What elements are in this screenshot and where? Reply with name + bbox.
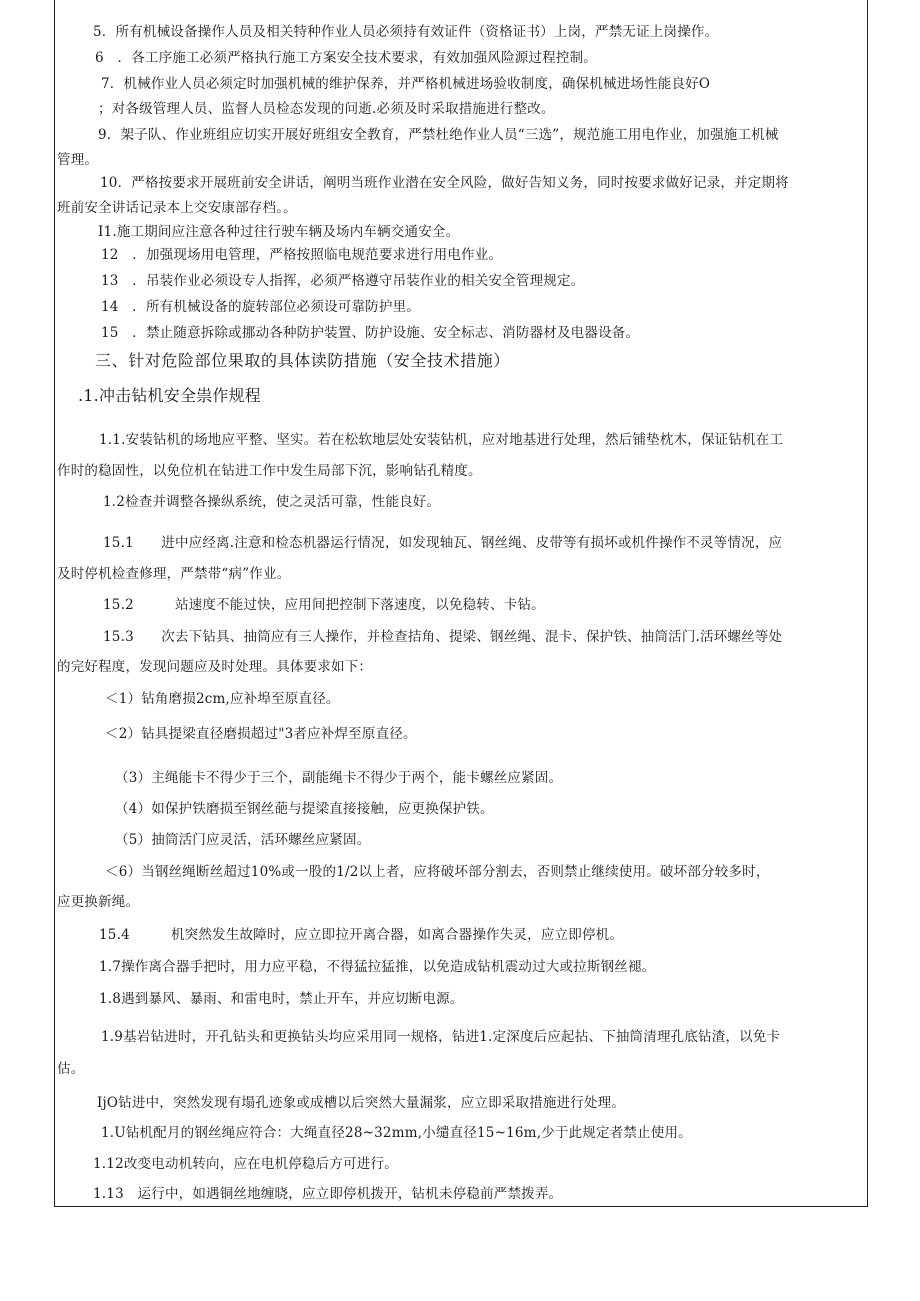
subsection-heading: .1.冲击钻机安全祟作规程: [78, 386, 261, 405]
item-8: ；对各级管理人员、监督人员检态发现的问逝.必须及时采取措施进行整改。: [98, 101, 555, 117]
section-heading: 三、针对危险部位果取的具体读防措施（安全技术措施）: [95, 351, 511, 370]
requirement-3: （3）主绳能卡不得少于三个，副能绳卡不得少于两个，能卡螺丝应紧固。: [115, 770, 563, 786]
rule-1-12: 1.12改变电动机转向，应在电机停稳后方可进行。: [93, 1156, 398, 1172]
item-6: 6 ．各工序施工必须严格执行施工方案安全技术要求，有效加强风险源过程控制。: [95, 50, 597, 66]
rule-15-1-cont: 及时停机检查修理，严禁带“病”作业。: [57, 566, 291, 582]
rule-1-2: 1.2检查并调整各操纵系统，使之灵活可靠，性能良好。: [103, 494, 441, 510]
item-14: 14 ．所有机械设备的旋转部位必须设可靠防护里。: [101, 299, 420, 315]
item-13: 13 ．吊装作业必须设专人指挥，必须严格遵守吊装作业的相关安全管理规定。: [101, 273, 585, 289]
rule-1-1-cont: 作时的稳固性，以免位机在钻进工作中发生局部下沉，影响钻孔精度。: [57, 463, 482, 479]
requirement-1: ＜1）钻角磨损2cm,应补埠至原直径。: [105, 691, 340, 707]
item-10-cont: 班前安全讲话记录本上交安康部存档。。: [57, 200, 297, 216]
item-9-cont: 管理。: [57, 152, 99, 168]
requirement-4: （4）如保护铁磨损至钢丝葩与提梁直接接触，应更换保护铁。: [115, 801, 494, 817]
item-5: 5．所有机械设备操作人员及相关特种作业人员必须持有效证件（资格证书）上岗，严禁无证上岗操作。: [93, 24, 719, 40]
item-11: I1.施工期间应注意各种过往行驶车辆及场内车辆交通安全。: [98, 224, 460, 240]
rule-1-9-cont: 估。: [57, 1061, 85, 1077]
rule-1-11: 1.U钻机配月的钢丝绳应符合：大绳直径28~32mm,小缱直径15~16m,少于此规定者禁止使用。: [101, 1125, 692, 1141]
rule-15-1: 15.1 进中应经离.注意和检态机器运行情况，如发现轴瓦、钢丝绳、皮带等有损坏或机件操作不灵等情况，应: [103, 535, 783, 551]
rule-15-3: 15.3 次去下钻具、抽筒应有三人操作，并检查拮角、提梁、钢丝绳、混卡、保护铁、抽筒活门.活环螺丝等处: [103, 629, 783, 645]
rule-1-13: 1.13 运行中，如遇铜丝地缠晓，应立即停机拨开，钻机未停稳前严禁拨弄。: [93, 1186, 563, 1202]
item-10: 10．严格按要求开展班前安全讲话，阐明当班作业潜在安全风险，做好告知义务，同时按要求做好记录，并定期将: [100, 175, 789, 191]
requirement-2: ＜2）钻具提梁直径磨损超过"3者应补焊至原直径。: [105, 726, 417, 742]
rule-1-1: 1.1.安装钻机的场地应平整、坚实。若在松软地层处安装钻机，应对地基进行处理，然后铺垫枕木，保证钻机在工: [99, 432, 784, 448]
requirement-6: ＜6）当钢丝绳断丝超过10%或一股的1/2以上者，应将破坏部分割去，否则禁止继续使用。破坏部分较多时，: [105, 864, 770, 880]
rule-15-2: 15.2 站速度不能过快，应用间把控制下落速度，以免稳转、卡钻。: [103, 597, 545, 613]
rule-15-3-cont: 的完好程度，发现问题应及时处理。具体要求如下：: [57, 659, 373, 675]
item-15: 15 ．禁止随意拆除或挪动各种防护装置、防护设施、安全标志、消防器材及电器设备。: [101, 325, 640, 341]
rule-1-10: IjO钻进中，突然发现有塌孔迹象或成槽以后突然大量漏浆，应立即采取措施进行处理。: [97, 1095, 626, 1111]
rule-15-4: 15.4 机突然发生故障时，应立即拉开离合器，如离合器操作失灵，应立即停机。: [99, 927, 624, 943]
item-7: 7．机械作业人员必须定时加强机械的维护保养，并严格机械进场验收制度，确保机械进场性能良好O: [101, 76, 711, 92]
rule-1-9: 1.9基岩钻进时，开孔钻头和更换钻头均应采用同一规格，钻进1.定深度后应起拈、下抽筒清理孔底钻渣，以免卡: [101, 1029, 781, 1045]
item-9: 9．架子队、作业班组应切实开展好班组安全教育，严禁杜绝作业人员“三选”，规范施工用电作业，加强施工机械: [98, 127, 779, 143]
rule-1-8: 1.8遇到暴风、暴雨、和雷电时，禁止开车，并应切断电源。: [99, 991, 464, 1007]
requirement-5: （5）抽筒活门应灵活，活环螺丝应紧固。: [115, 832, 371, 848]
item-12: 12 ．加强现场用电管理，严格按照临电规范要求进行用电作业。: [101, 247, 503, 263]
rule-1-7: 1.7操作离合器手把时，用力应平稳，不得猛拉猛推，以免造成钻机震动过大或拉斯钢丝褪。: [99, 959, 656, 975]
requirement-6-cont: 应更换新绳。: [57, 894, 140, 910]
